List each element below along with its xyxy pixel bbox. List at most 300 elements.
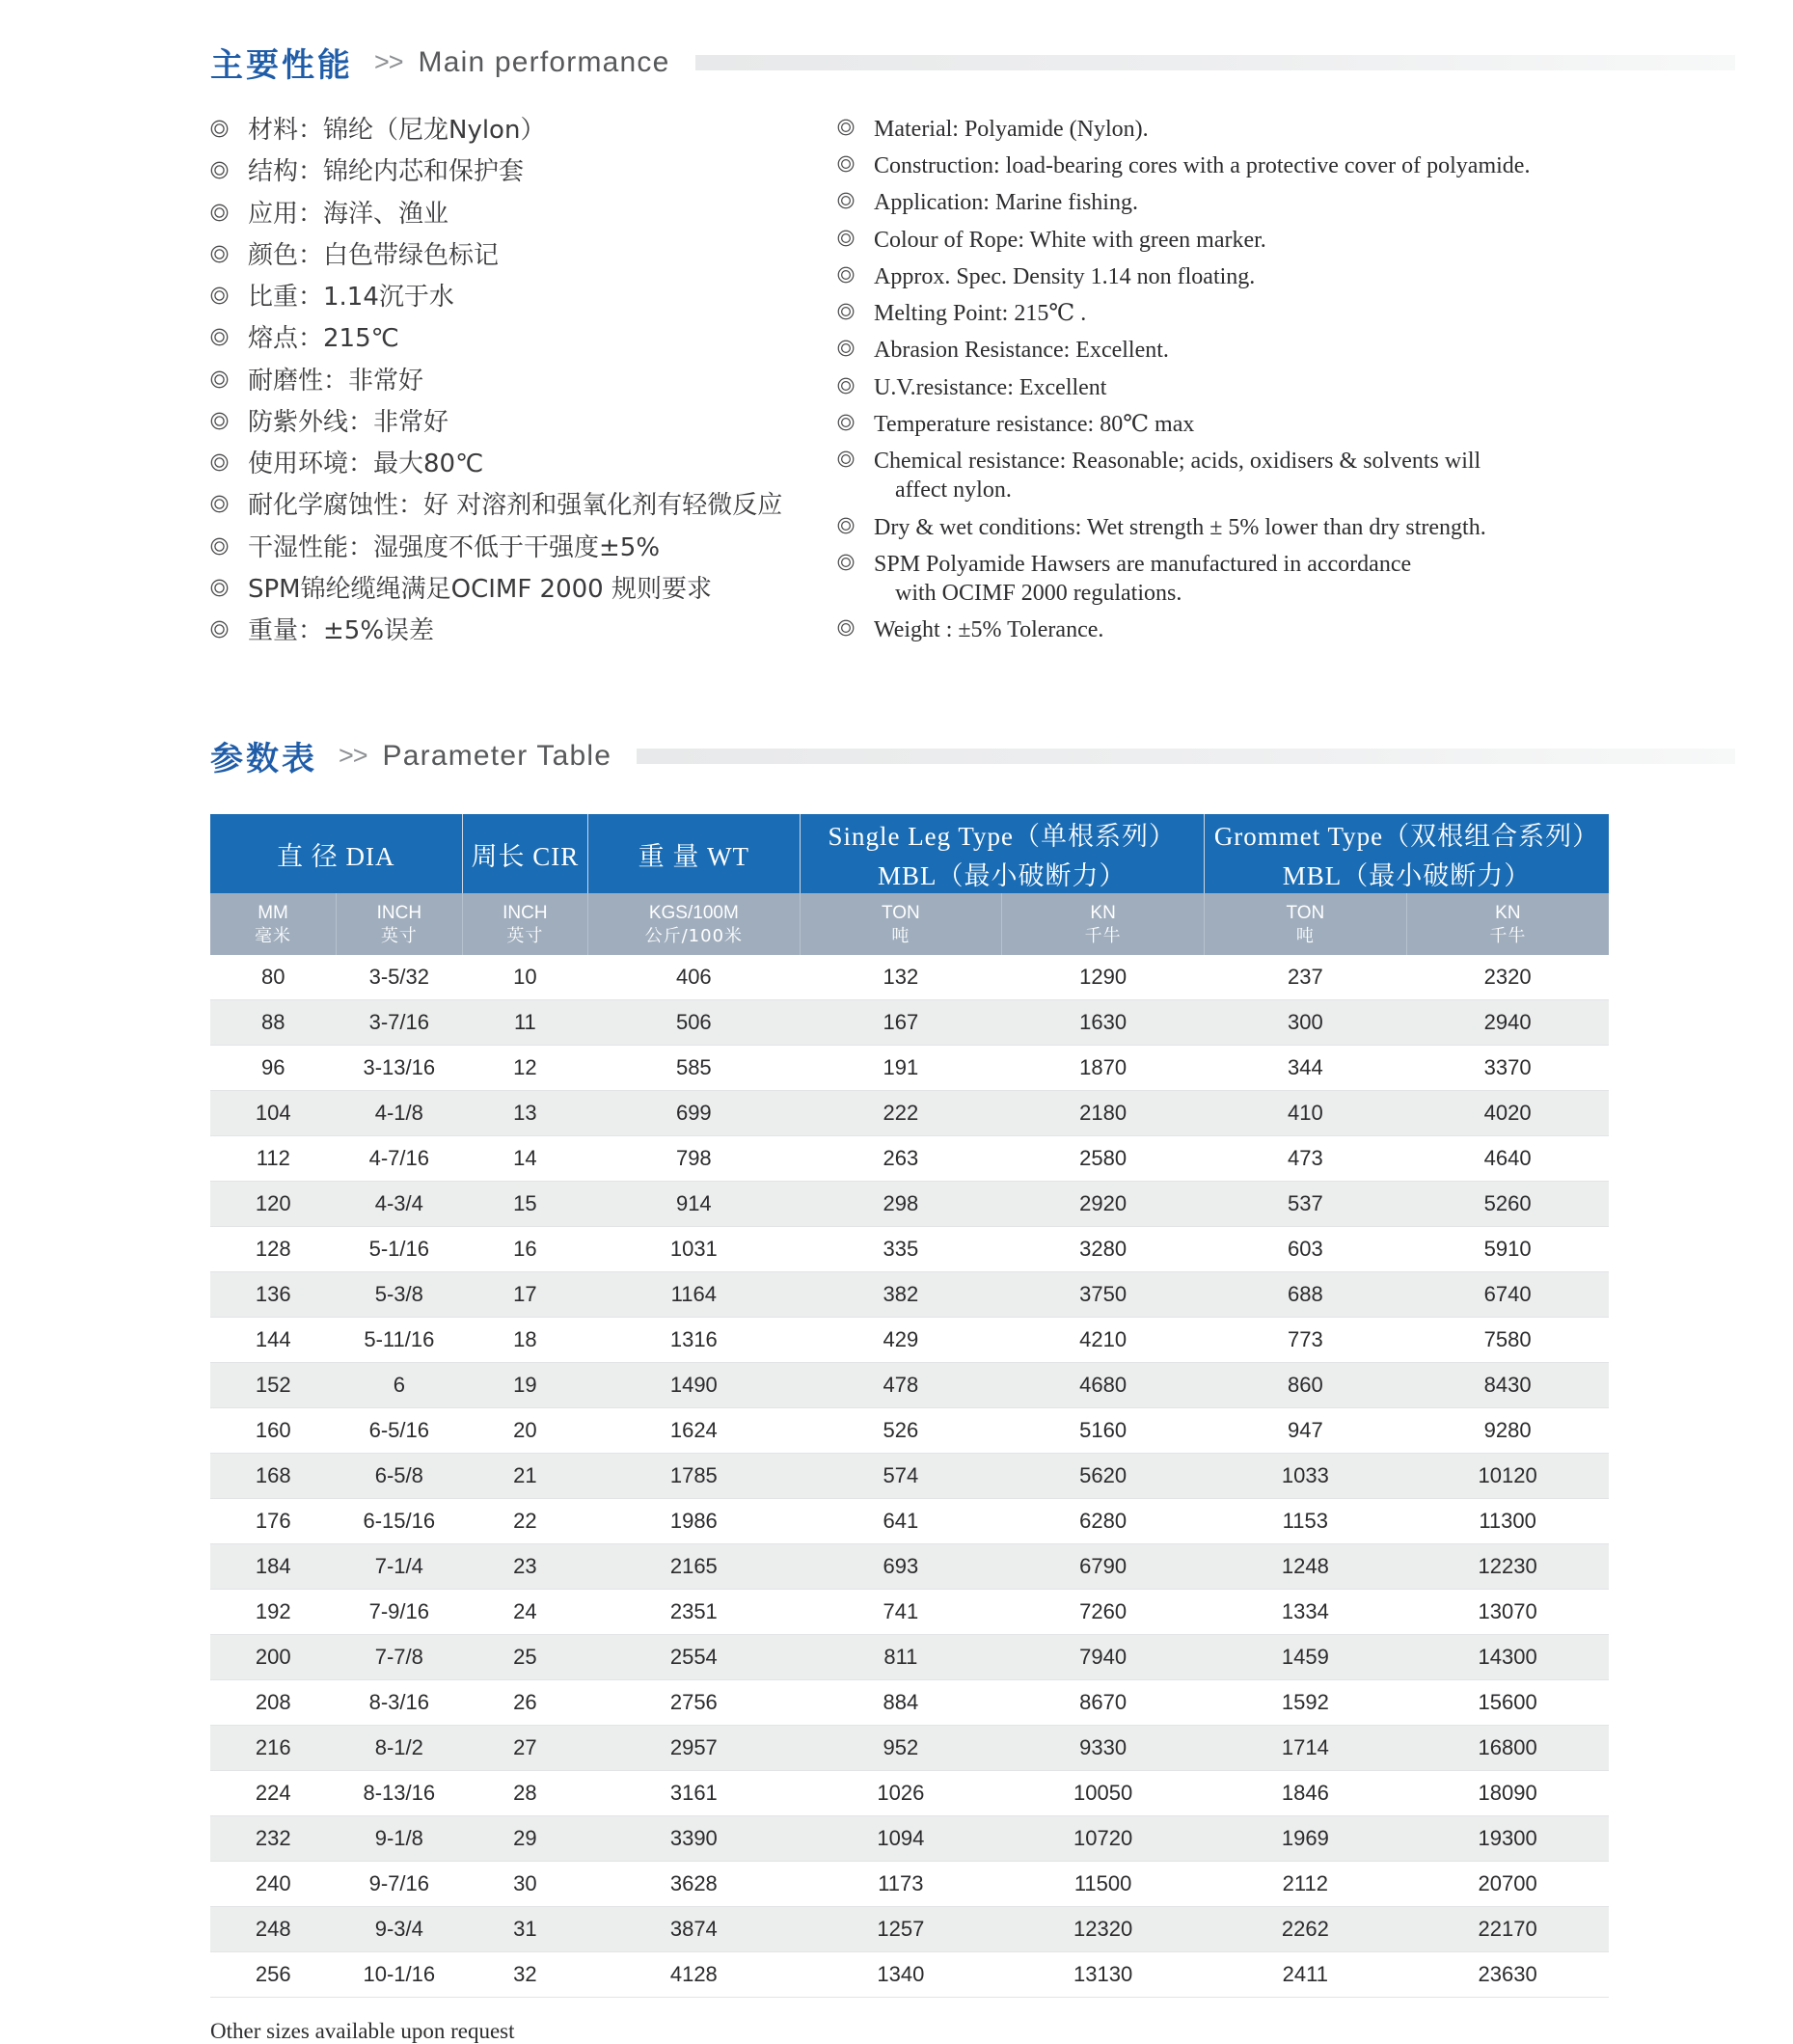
table-cell: 9-3/4 [337,1907,463,1952]
heading-rule [695,55,1735,70]
double-circle-bullet-icon [210,579,235,597]
table-cell: 16800 [1406,1726,1609,1771]
list-item [210,574,828,606]
table-cell: 3370 [1406,1046,1609,1091]
table-cell: 860 [1204,1363,1406,1408]
list-item [837,336,1754,365]
list-item [210,282,828,313]
table-cell: 1340 [800,1952,1002,1998]
double-circle-bullet-icon [210,453,235,472]
table-cell: 25 [462,1635,588,1680]
double-circle-bullet-icon [210,245,235,263]
heading-rule [637,749,1735,764]
table-cell: 1033 [1204,1454,1406,1499]
table-cell: 160 [210,1408,337,1454]
table-cell: 216 [210,1726,337,1771]
feature-list-en [837,115,1793,657]
double-circle-bullet-icon [210,412,235,430]
list-item-label: SPM Polyamide Hawsers are manufactured in accordance [874,551,1412,577]
table-cell: 693 [800,1544,1002,1590]
subheader-kn-grommet: KN 千牛 [1406,893,1609,955]
table-cell: 13 [462,1091,588,1136]
list-item [837,262,1754,291]
table-cell: 4640 [1406,1136,1609,1182]
list-item-label: Construction: load-bearing cores with a protective cover of polyamide. [874,153,1531,179]
double-circle-bullet-icon [210,370,235,389]
list-item-label: Material: Polyamide (Nylon). [874,117,1149,142]
table-footnote: Other sizes available upon request [210,2019,515,2044]
table-cell: 21 [462,1454,588,1499]
table-cell: 240 [210,1862,337,1907]
table-cell: 1459 [1204,1635,1406,1680]
table-cell: 9280 [1406,1408,1609,1454]
table-cell: 10 [462,955,588,1000]
table-row [210,1499,1609,1544]
list-item [210,615,828,647]
table-cell: 1257 [800,1907,1002,1952]
table-cell: 6-5/8 [337,1454,463,1499]
list-item [837,447,1754,504]
list-item-label-cont: affect nylon. [895,477,1012,504]
list-item [837,513,1754,542]
table-cell: 136 [210,1272,337,1318]
double-circle-bullet-icon [210,495,235,513]
table-cell: 1969 [1204,1816,1406,1862]
table-cell: 11500 [1002,1862,1205,1907]
section-heading-main-performance [210,0,1735,86]
double-circle-bullet-icon [837,517,862,534]
table-cell: 2262 [1204,1907,1406,1952]
table-cell: 1316 [588,1318,800,1363]
list-item [210,240,828,272]
table-cell: 1094 [800,1816,1002,1862]
table-cell: 537 [1204,1182,1406,1227]
table-cell: 506 [588,1000,800,1046]
table-cell: 20700 [1406,1862,1609,1907]
table-cell: 10120 [1406,1454,1609,1499]
double-circle-bullet-icon [210,620,235,639]
group-header-dia: 直 径 DIA [210,814,462,893]
section-title-en: Main performance [418,45,670,78]
table-cell: 1986 [588,1499,800,1544]
table-row [210,1408,1609,1454]
table-cell: 19300 [1406,1816,1609,1862]
section-title-cn: 主要性能 [210,47,353,84]
table-cell: 224 [210,1771,337,1816]
table-cell: 19 [462,1363,588,1408]
table-cell: 31 [462,1907,588,1952]
feature-list-cn [210,115,828,657]
double-circle-bullet-icon [837,192,862,209]
list-item [837,151,1754,180]
table-row [210,1454,1609,1499]
table-cell: 478 [800,1363,1002,1408]
table-cell: 741 [800,1590,1002,1635]
table-row [210,1680,1609,1726]
table-cell: 952 [800,1726,1002,1771]
list-item-label: Chemical resistance: Reasonable; acids, oxidisers & solvents will [874,449,1481,475]
subheader-inch-cir: INCH 英寸 [462,893,588,955]
table-cell: 3750 [1002,1272,1205,1318]
table-cell: 2112 [1204,1862,1406,1907]
table-cell: 4-3/4 [337,1182,463,1227]
list-item-label: Weight : ±5% Tolerance. [874,617,1104,643]
table-cell: 5160 [1002,1408,1205,1454]
list-item [210,449,828,480]
double-circle-bullet-icon [210,204,235,222]
table-cell: 574 [800,1454,1002,1499]
list-item-label: Abrasion Resistance: Excellent. [874,338,1169,364]
table-cell: 1785 [588,1454,800,1499]
table-cell: 144 [210,1318,337,1363]
table-cell: 382 [800,1272,1002,1318]
table-cell: 5-3/8 [337,1272,463,1318]
table-cell: 18090 [1406,1771,1609,1816]
list-item-label: Colour of Rope: White with green marker. [874,227,1266,253]
subheader-mm: MM 毫米 [210,893,337,955]
list-item-label: 材料：锦纶（尼龙Nylon） [248,116,546,145]
table-cell: 2320 [1406,955,1609,1000]
table-row [210,1046,1609,1091]
table-row [210,1136,1609,1182]
table-cell: 1153 [1204,1499,1406,1544]
table-cell: 15 [462,1182,588,1227]
subheader-ton-single: TON 吨 [800,893,1002,955]
table-row [210,1091,1609,1136]
table-cell: 10720 [1002,1816,1205,1862]
list-item [837,373,1754,402]
chevron-double-right-icon: >> [339,741,367,771]
table-cell: 1630 [1002,1000,1205,1046]
section-title-en: Parameter Table [382,739,612,772]
list-item-label: Approx. Spec. Density 1.14 non floating. [874,263,1256,289]
table-row [210,1227,1609,1272]
list-item-label: 比重：1.14沉于水 [248,283,454,313]
double-circle-bullet-icon [837,340,862,357]
table-cell: 1490 [588,1363,800,1408]
table-row [210,1363,1609,1408]
table-cell: 32 [462,1952,588,1998]
table-cell: 2351 [588,1590,800,1635]
table-cell: 3390 [588,1816,800,1862]
table-row [210,1635,1609,1680]
table-cell: 24 [462,1590,588,1635]
list-item-label: 应用：海洋、渔业 [248,199,449,229]
table-cell: 168 [210,1454,337,1499]
double-circle-bullet-icon [837,266,862,284]
double-circle-bullet-icon [837,414,862,431]
table-cell: 1592 [1204,1680,1406,1726]
table-cell: 8670 [1002,1680,1205,1726]
double-circle-bullet-icon [210,537,235,556]
table-cell: 8-13/16 [337,1771,463,1816]
list-item [837,188,1754,217]
table-cell: 96 [210,1046,337,1091]
double-circle-bullet-icon [837,303,862,320]
list-item-label: 防紫外线：非常好 [248,407,449,437]
list-item [837,410,1754,439]
table-cell: 1624 [588,1408,800,1454]
table-cell: 13070 [1406,1590,1609,1635]
section-heading-parameter-table [210,732,1735,779]
double-circle-bullet-icon [837,619,862,637]
table-cell: 4020 [1406,1091,1609,1136]
table-cell: 335 [800,1227,1002,1272]
table-cell: 29 [462,1816,588,1862]
table-cell: 6-5/16 [337,1408,463,1454]
table-cell: 3-13/16 [337,1046,463,1091]
list-item-label: Temperature resistance: 80℃ max [874,411,1195,437]
double-circle-bullet-icon [837,554,862,571]
list-item-label: Application: Marine fishing. [874,190,1138,216]
table-cell: 344 [1204,1046,1406,1091]
table-group-header-row [210,814,1609,893]
table-cell: 8-1/2 [337,1726,463,1771]
chevron-double-right-icon: >> [374,47,403,76]
table-row [210,1862,1609,1907]
table-cell: 3874 [588,1907,800,1952]
table-cell: 14 [462,1136,588,1182]
table-cell: 11 [462,1000,588,1046]
table-cell: 7580 [1406,1318,1609,1363]
table-cell: 4128 [588,1952,800,1998]
list-item [837,550,1754,608]
table-cell: 18 [462,1318,588,1363]
table-cell: 773 [1204,1318,1406,1363]
table-cell: 2411 [1204,1952,1406,1998]
list-item-label: 使用环境：最大80℃ [248,450,484,479]
table-cell: 2554 [588,1635,800,1680]
table-cell: 222 [800,1091,1002,1136]
list-item [210,199,828,231]
table-cell: 6790 [1002,1544,1205,1590]
table-row [210,1272,1609,1318]
section-title-cn: 参数表 [210,741,317,778]
table-cell: 2957 [588,1726,800,1771]
table-cell: 22 [462,1499,588,1544]
list-item [210,490,828,522]
group-header-grommet: Grommet Type（双根组合系列） MBL（最小破断力） [1204,814,1609,893]
table-cell: 3-5/32 [337,955,463,1000]
table-cell: 1846 [1204,1771,1406,1816]
table-cell: 7-7/8 [337,1635,463,1680]
table-cell: 688 [1204,1272,1406,1318]
table-cell: 16 [462,1227,588,1272]
table-cell: 208 [210,1680,337,1726]
table-cell: 410 [1204,1091,1406,1136]
table-cell: 132 [800,955,1002,1000]
table-cell: 14300 [1406,1635,1609,1680]
table-cell: 176 [210,1499,337,1544]
table-cell: 184 [210,1544,337,1590]
table-cell: 585 [588,1046,800,1091]
table-row [210,955,1609,1000]
list-item-label: 耐化学腐蚀性：好 对溶剂和强氧化剂有轻微反应 [248,491,783,521]
table-cell: 4-1/8 [337,1091,463,1136]
table-cell: 4210 [1002,1318,1205,1363]
list-item [210,156,828,188]
table-cell: 200 [210,1635,337,1680]
table-cell: 699 [588,1091,800,1136]
table-row [210,1771,1609,1816]
double-circle-bullet-icon [210,120,235,138]
table-row [210,1816,1609,1862]
list-item [210,366,828,397]
double-circle-bullet-icon [210,161,235,179]
list-item [210,323,828,355]
table-row [210,1182,1609,1227]
table-cell: 526 [800,1408,1002,1454]
table-cell: 9-1/8 [337,1816,463,1862]
list-item-label: 颜色：白色带绿色标记 [248,240,500,270]
table-cell: 28 [462,1771,588,1816]
table-cell: 3-7/16 [337,1000,463,1046]
list-item-label: Melting Point: 215℃ . [874,301,1087,327]
table-cell: 167 [800,1000,1002,1046]
table-cell: 7-9/16 [337,1590,463,1635]
table-cell: 6 [337,1363,463,1408]
table-cell: 17 [462,1272,588,1318]
table-cell: 27 [462,1726,588,1771]
list-item [210,407,828,439]
table-cell: 23630 [1406,1952,1609,1998]
table-cell: 406 [588,955,800,1000]
table-cell: 6740 [1406,1272,1609,1318]
table-cell: 20 [462,1408,588,1454]
subheader-inch-dia: INCH 英寸 [337,893,463,955]
table-cell: 1870 [1002,1046,1205,1091]
table-cell: 6280 [1002,1499,1205,1544]
table-cell: 1714 [1204,1726,1406,1771]
table-cell: 798 [588,1136,800,1182]
list-item [210,115,828,147]
parameter-table-container [210,814,1609,1998]
list-item [837,299,1754,328]
group-header-wt: 重 量 WT [588,814,800,893]
table-cell: 191 [800,1046,1002,1091]
table-cell: 2940 [1406,1000,1609,1046]
list-item-label: U.V.resistance: Excellent [874,374,1107,400]
table-cell: 30 [462,1862,588,1907]
list-item-label: 耐磨性：非常好 [248,366,424,395]
table-cell: 88 [210,1000,337,1046]
double-circle-bullet-icon [210,286,235,305]
table-cell: 11300 [1406,1499,1609,1544]
table-cell: 811 [800,1635,1002,1680]
table-cell: 8-3/16 [337,1680,463,1726]
table-cell: 429 [800,1318,1002,1363]
table-cell: 884 [800,1680,1002,1726]
table-cell: 1026 [800,1771,1002,1816]
table-row [210,1590,1609,1635]
table-cell: 7260 [1002,1590,1205,1635]
table-cell: 5-11/16 [337,1318,463,1363]
table-cell: 1248 [1204,1544,1406,1590]
table-cell: 9330 [1002,1726,1205,1771]
table-cell: 2165 [588,1544,800,1590]
double-circle-bullet-icon [837,230,862,247]
table-cell: 4-7/16 [337,1136,463,1182]
list-item-label: 重量：±5%误差 [248,616,435,646]
table-cell: 298 [800,1182,1002,1227]
table-cell: 3628 [588,1862,800,1907]
table-cell: 947 [1204,1408,1406,1454]
table-cell: 192 [210,1590,337,1635]
double-circle-bullet-icon [837,377,862,395]
list-item-label: 熔点：215℃ [248,324,399,354]
table-cell: 2756 [588,1680,800,1726]
table-cell: 2580 [1002,1136,1205,1182]
list-item [837,615,1754,644]
table-cell: 1031 [588,1227,800,1272]
table-cell: 80 [210,955,337,1000]
table-cell: 10-1/16 [337,1952,463,1998]
table-cell: 152 [210,1363,337,1408]
table-cell: 15600 [1406,1680,1609,1726]
table-cell: 5260 [1406,1182,1609,1227]
table-cell: 237 [1204,955,1406,1000]
list-item-label: 结构：锦纶内芯和保护套 [248,157,525,187]
table-cell: 4680 [1002,1363,1205,1408]
list-item-label: 干湿性能：湿强度不低于干强度±5% [248,532,661,562]
table-cell: 1173 [800,1862,1002,1907]
table-cell: 2180 [1002,1091,1205,1136]
table-cell: 3280 [1002,1227,1205,1272]
table-cell: 473 [1204,1136,1406,1182]
double-circle-bullet-icon [837,155,862,173]
table-cell: 26 [462,1680,588,1726]
table-cell: 914 [588,1182,800,1227]
table-cell: 5620 [1002,1454,1205,1499]
table-cell: 22170 [1406,1907,1609,1952]
table-cell: 13130 [1002,1952,1205,1998]
table-cell: 104 [210,1091,337,1136]
subheader-kgs: KGS/100M 公斤/100米 [588,893,800,955]
table-cell: 3161 [588,1771,800,1816]
table-cell: 12230 [1406,1544,1609,1590]
table-cell: 120 [210,1182,337,1227]
table-row [210,1952,1609,1998]
list-item [837,226,1754,255]
table-cell: 1290 [1002,955,1205,1000]
table-cell: 10050 [1002,1771,1205,1816]
table-cell: 9-7/16 [337,1862,463,1907]
table-cell: 300 [1204,1000,1406,1046]
group-header-cir: 周长 CIR [462,814,588,893]
table-cell: 6-15/16 [337,1499,463,1544]
subheader-ton-grommet: TON 吨 [1204,893,1406,955]
table-cell: 263 [800,1136,1002,1182]
double-circle-bullet-icon [837,119,862,136]
table-cell: 1334 [1204,1590,1406,1635]
table-row [210,1318,1609,1363]
table-cell: 256 [210,1952,337,1998]
table-cell: 112 [210,1136,337,1182]
table-cell: 2920 [1002,1182,1205,1227]
list-item-label-cont: with OCIMF 2000 regulations. [895,581,1182,607]
table-cell: 248 [210,1907,337,1952]
double-circle-bullet-icon [837,450,862,468]
table-cell: 12320 [1002,1907,1205,1952]
table-cell: 23 [462,1544,588,1590]
list-item-label: Dry & wet conditions: Wet strength ± 5% lower than dry strength. [874,514,1486,540]
subheader-kn-single: KN 千牛 [1002,893,1205,955]
table-cell: 1164 [588,1272,800,1318]
table-row [210,1726,1609,1771]
table-cell: 232 [210,1816,337,1862]
table-body [210,955,1609,1998]
table-row [210,1544,1609,1590]
